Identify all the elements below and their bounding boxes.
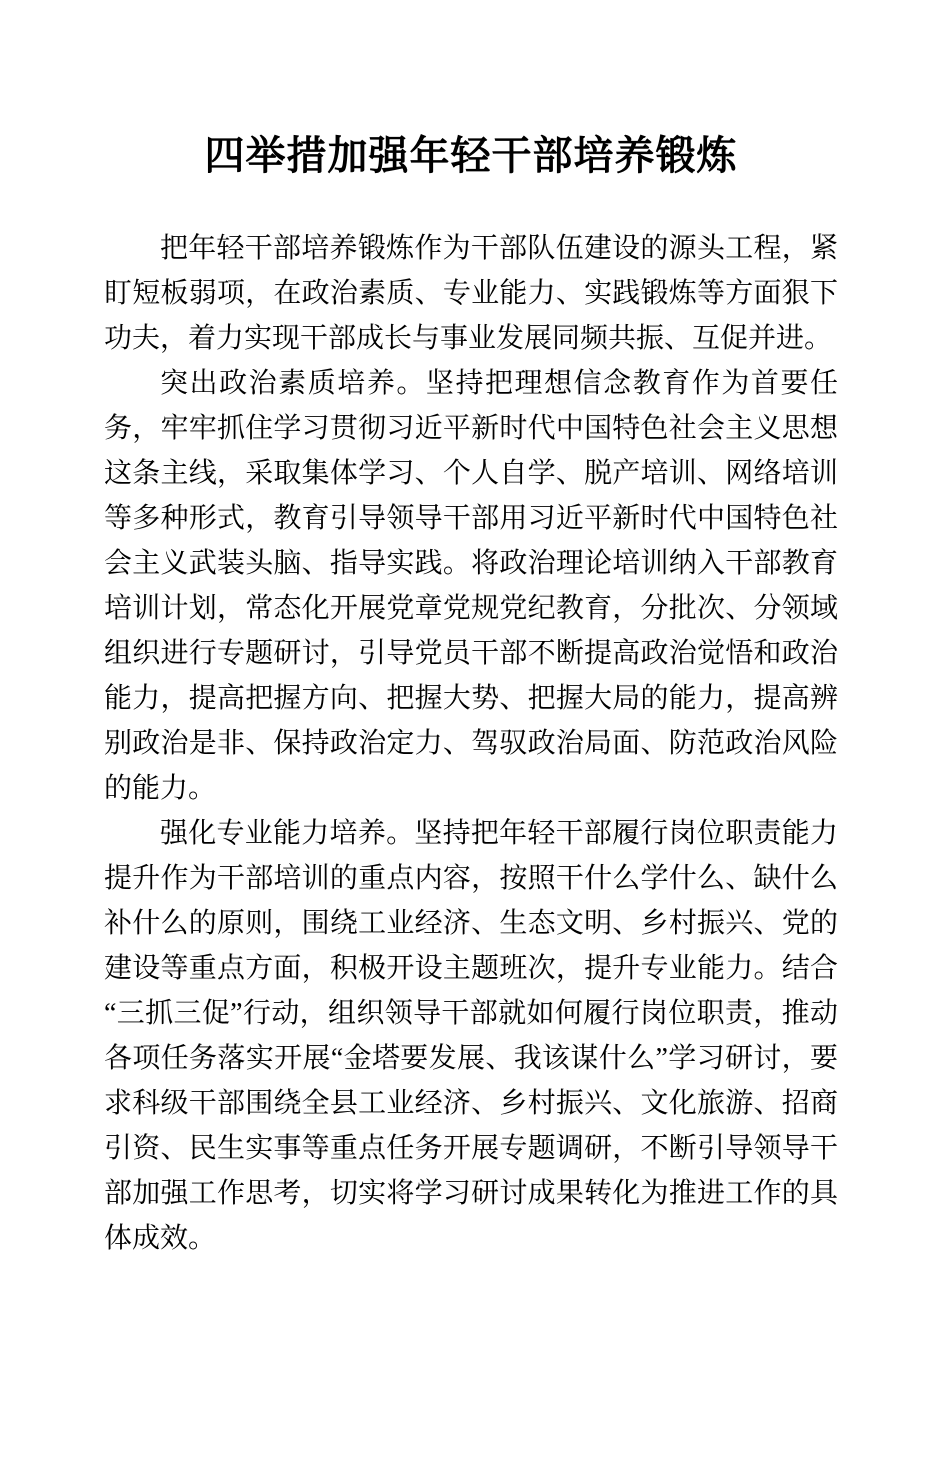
paragraph-political-quality: 突出政治素质培养。坚持把理想信念教育作为首要任务，牢牢抓住学习贯彻习近平新时代中国特色社会主义思想这条主线，采取集体学习、个人自学、脱产培训、网络培训等多种形式，教育引导领导干部用习近平新时代中国特色社会主义武装头脑、指导实践。将政治理论培训纳入干部教育培训计划，常态化开展党章党规党纪教育，分批次、分领域组织进行专题研讨，引导党员干部不断提高政治觉悟和政治能力，提高把握方向、把握大势、把握大局的能力，提高辨别政治是非、保持政治定力、驾驭政治局面、防范政治风险的能力。 bbox=[104, 368, 838, 804]
document-title: 四举措加强年轻干部培养锻炼 bbox=[204, 133, 738, 178]
document-body bbox=[104, 226, 838, 1261]
document-page bbox=[0, 132, 950, 1476]
paragraph-intro: 把年轻干部培养锻炼作为干部队伍建设的源头工程，紧盯短板弱项，在政治素质、专业能力、实践锻炼等方面狠下功夫，着力实现干部成长与事业发展同频共振、互促并进。 bbox=[104, 233, 838, 354]
paragraph-professional-ability: 强化专业能力培养。坚持把年轻干部履行岗位职责能力提升作为干部培训的重点内容，按照干什么学什么、缺什么补什么的原则，围绕工业经济、生态文明、乡村振兴、党的建设等重点方面，积极开设主题班次，提升专业能力。结合“三抓三促”行动，组织领导干部就如何履行岗位职责，推动各项任务落实开展“金塔要发展、我该谋什么”学习研讨，要求科级干部围绕全县工业经济、乡村振兴、文化旅游、招商引资、民生实事等重点任务开展专题调研，不断引导领导干部加强工作思考，切实将学习研讨成果转化为推进工作的具体成效。 bbox=[104, 818, 838, 1254]
